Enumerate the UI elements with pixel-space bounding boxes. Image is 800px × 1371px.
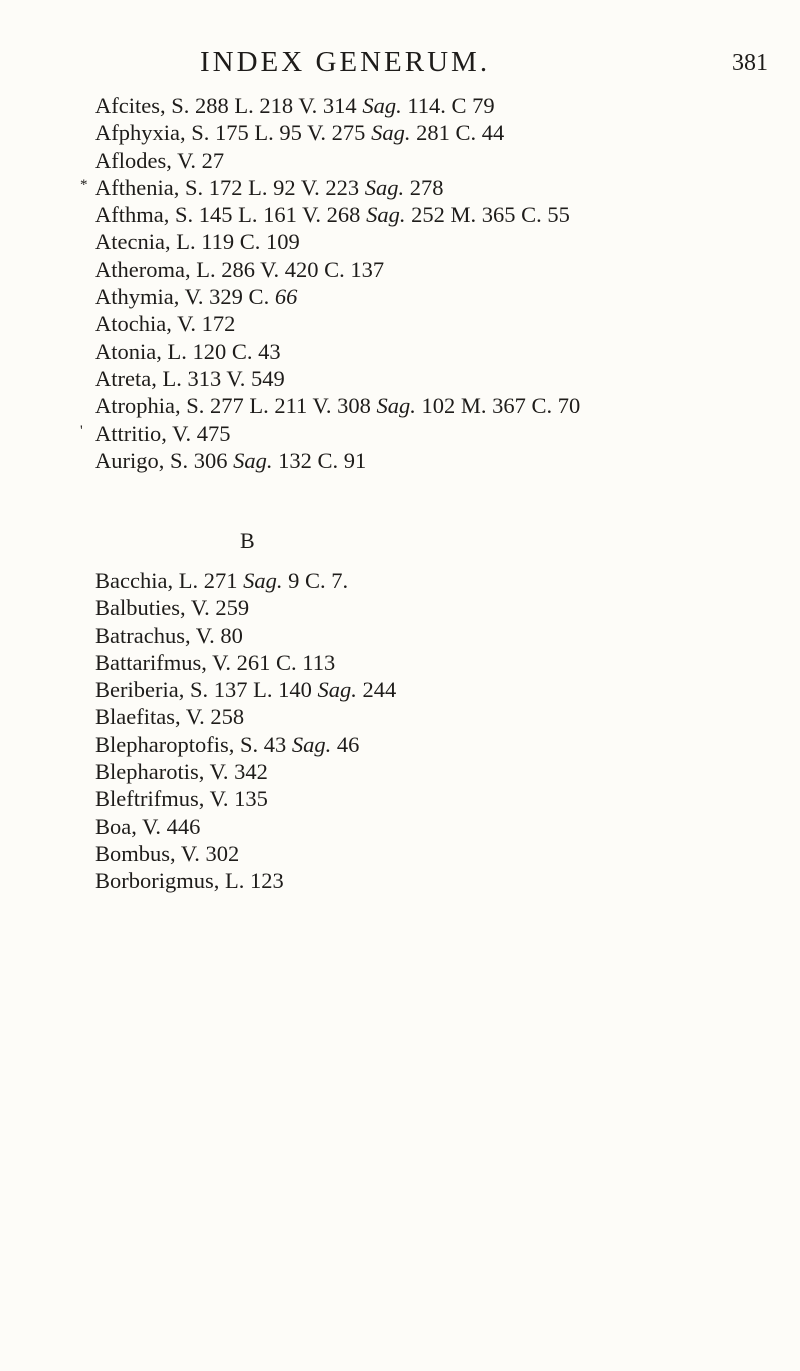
entry-text: 102 M. 367 C. 70 xyxy=(415,393,581,419)
entries-list-b xyxy=(95,567,785,895)
entry-text: Atochia, V. 172 xyxy=(95,311,236,337)
entry-text: Atheroma, L. 286 V. 420 C. 137 xyxy=(95,256,385,282)
entry-text: Balbuties, V. 259 xyxy=(95,595,250,621)
entry-source-abbrev: Sag. xyxy=(317,677,357,703)
entry-text: Afcites, S. 288 L. 218 V. 314 xyxy=(95,93,363,118)
index-entry xyxy=(95,758,785,785)
entry-text: Borborigmus, L. 123 xyxy=(95,868,284,894)
index-entry xyxy=(95,731,785,758)
entry-source-abbrev: Sag. xyxy=(291,731,332,757)
entry-text: Beriberia, S. 137 L. 140 xyxy=(95,677,318,703)
entry-mark: ' xyxy=(80,422,83,439)
entry-text: Atreta, L. 313 V. 549 xyxy=(95,365,285,391)
entry-text: Blepharoptofis, S. 43 xyxy=(95,731,292,757)
entry-text: Battarifmus, V. 261 C. 113 xyxy=(95,649,336,675)
index-entry xyxy=(95,813,785,840)
entry-text: Atecnia, L. 119 C. 109 xyxy=(95,229,300,255)
entry-text: Athymia, V. 329 C. xyxy=(95,284,275,310)
entry-text: Blaefitas, V. 258 xyxy=(95,704,245,730)
entry-text: 278 xyxy=(404,174,444,200)
entry-text: Afphyxia, S. 175 L. 95 V. 275 xyxy=(95,120,372,146)
index-entry xyxy=(95,840,785,867)
index-entry xyxy=(95,649,785,676)
entry-text: Blepharotis, V. 342 xyxy=(95,759,268,785)
index-entry xyxy=(95,338,785,365)
entry-text: 114. C 79 xyxy=(401,93,495,118)
entry-text: Atrophia, S. 277 L. 211 V. 308 xyxy=(95,393,377,419)
index-entry xyxy=(80,174,785,201)
entry-text: Aurigo, S. 306 xyxy=(95,447,234,473)
entry-text: 46 xyxy=(331,731,360,757)
entry-text: Afthenia, S. 172 L. 92 V. 223 xyxy=(95,174,365,200)
index-entry xyxy=(95,119,785,146)
section-letter-b: B xyxy=(240,528,255,553)
entry-text: Boa, V. 446 xyxy=(95,813,201,839)
entry-text: Attritio, V. 475 xyxy=(95,420,231,446)
index-entry xyxy=(80,420,785,447)
entry-text: 9 C. 7. xyxy=(282,568,349,593)
index-entry xyxy=(95,365,785,392)
index-entry xyxy=(95,567,785,594)
index-entry xyxy=(95,283,785,310)
entry-source-abbrev: Sag. xyxy=(376,393,416,419)
entry-text: Bacchia, L. 271 xyxy=(95,568,244,593)
entries-list-a xyxy=(80,92,785,474)
index-entry xyxy=(95,447,785,474)
index-entry xyxy=(95,256,785,283)
entry-text: Afthma, S. 145 L. 161 V. 268 xyxy=(95,202,367,228)
entry-text: 132 C. 91 xyxy=(272,447,367,473)
index-entry xyxy=(95,228,785,255)
entry-source-abbrev: Sag. xyxy=(243,568,283,593)
entry-text: 244 xyxy=(356,677,397,703)
entry-source-abbrev: Sag. xyxy=(371,120,411,146)
entry-source-abbrev: Sag. xyxy=(366,202,406,228)
entry-source-abbrev: Sag. xyxy=(233,447,273,473)
entry-text: Batrachus, V. 80 xyxy=(95,622,243,648)
entry-source-abbrev: Sag. xyxy=(364,174,405,200)
entry-source-abbrev: Sag. xyxy=(362,93,402,118)
entry-text: Atonia, L. 120 C. 43 xyxy=(95,338,281,364)
index-entry xyxy=(95,867,785,894)
index-entry xyxy=(95,594,785,621)
entry-text: Aflodes, V. 27 xyxy=(95,147,225,173)
entry-source-abbrev: 66 xyxy=(274,284,298,310)
entry-text: 252 M. 365 C. 55 xyxy=(405,202,570,228)
index-entry xyxy=(95,622,785,649)
entry-text: 281 C. 44 xyxy=(410,120,505,146)
entry-text: Bleftrifmus, V. 135 xyxy=(95,786,268,812)
index-entry xyxy=(95,201,785,228)
index-entry xyxy=(95,676,785,703)
page-number: 381 xyxy=(732,50,768,76)
entry-text: Bombus, V. 302 xyxy=(95,840,240,866)
index-entry xyxy=(95,92,785,119)
entry-mark: * xyxy=(80,176,88,193)
index-entry xyxy=(95,785,785,812)
index-entry xyxy=(95,703,785,730)
index-entry xyxy=(95,310,785,337)
index-entry xyxy=(95,392,785,419)
index-entry xyxy=(95,147,785,174)
running-head-title: INDEX GENERUM. xyxy=(200,46,491,78)
